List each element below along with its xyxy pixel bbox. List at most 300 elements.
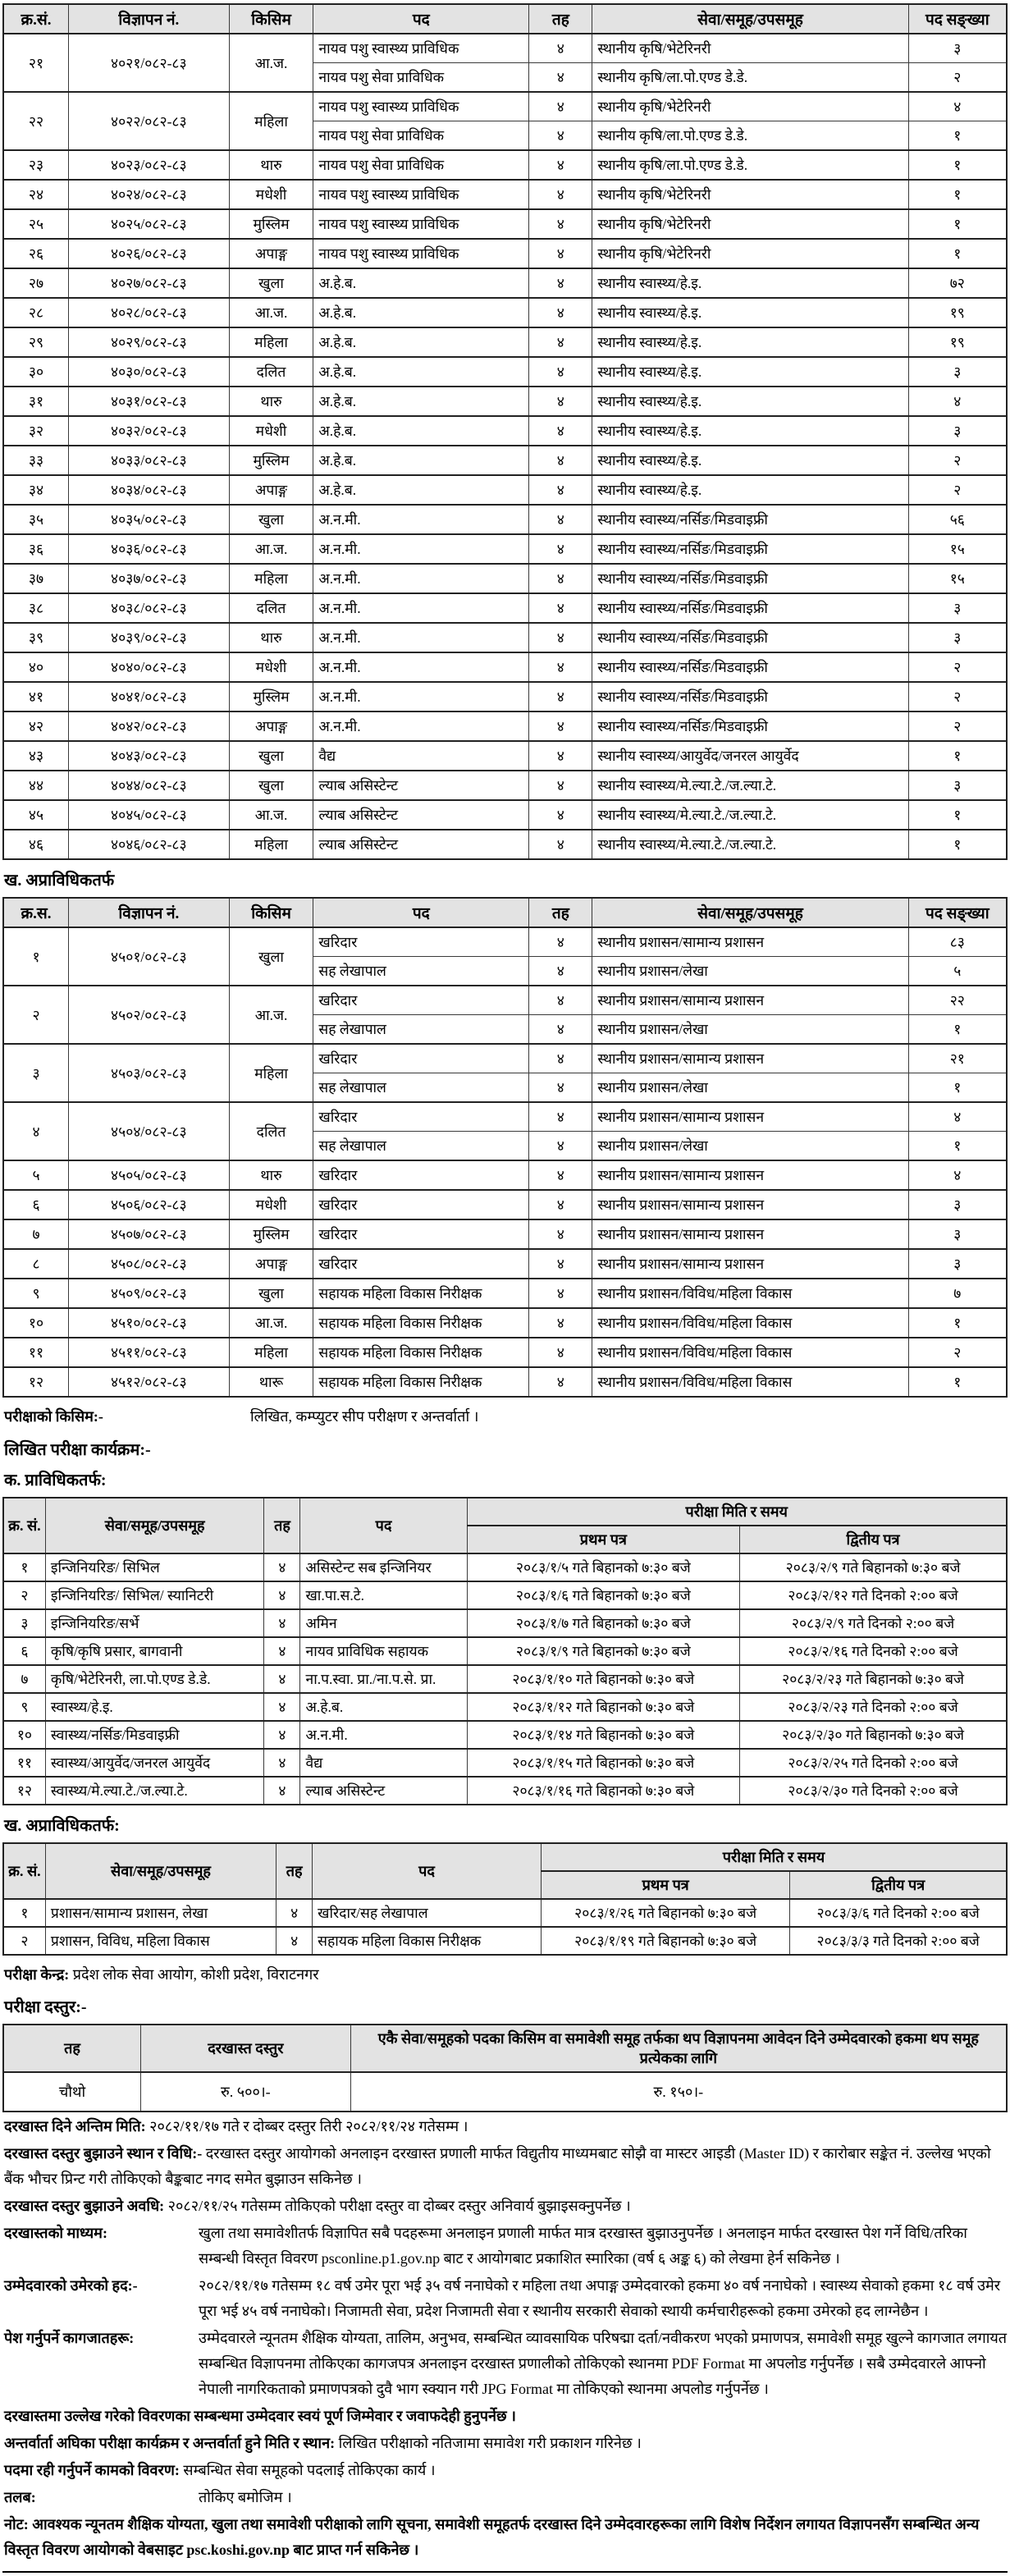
cell-service-group: स्थानीय प्रशासन/सामान्य प्रशासन — [592, 1102, 908, 1132]
table-row — [3, 1749, 1007, 1777]
cell-level: ४ — [264, 1721, 300, 1749]
cell-category: खुला — [229, 1279, 313, 1308]
exam-schedule-nontechnical — [2, 1842, 1008, 1956]
cell-first-paper: २०८३/१/१० गते बिहानको ७:३० बजे — [467, 1665, 740, 1693]
cell-level: ४ — [529, 1308, 592, 1338]
cell-advertisement-no: ४५१०/०८२-८३ — [68, 1308, 229, 1338]
col-header-category: किसिम — [229, 4, 313, 34]
cell-first-paper: २०८३/१/१२ गते बिहानको ७:३० बजे — [467, 1693, 740, 1721]
note-label: पेश गर्नुपर्ने कागजातहरू: — [4, 2330, 135, 2346]
cell-serial: १ — [3, 927, 68, 986]
cell-post: सहायक महिला विकास निरीक्षक — [313, 1279, 529, 1308]
cell-category: आ.ज. — [229, 534, 313, 564]
cell-post: अ.न.मी. — [313, 682, 529, 711]
cell-post: वैद्य — [300, 1749, 467, 1777]
cell-advertisement-no: ४०२३/०८२-८३ — [68, 150, 229, 180]
cell-category: आ.ज. — [229, 298, 313, 327]
cell-advertisement-no: ४५०२/०८२-८३ — [68, 986, 229, 1044]
cell-service-group: स्थानीय स्वास्थ्य/हे.इ. — [592, 357, 908, 387]
cell-service-group: स्थानीय प्रशासन/विविध/महिला विकास — [592, 1279, 908, 1308]
cell-service-group: कृषि/कृषि प्रसार, बागवानी — [45, 1637, 264, 1665]
table-row — [3, 1693, 1007, 1721]
cell-post-count: २२ — [908, 986, 1007, 1015]
cell-advertisement-no: ४०४४/०८२-८३ — [68, 771, 229, 800]
cell-level: ४ — [529, 1160, 592, 1190]
cell-post: खरिदार — [313, 1044, 529, 1073]
cell-service-group: इन्जिनियरिङ/ सिभिल/ स्यानिटरी — [45, 1581, 264, 1609]
cell-service-group: स्थानीय प्रशासन/सामान्य प्रशासन — [592, 1044, 908, 1073]
cell-serial: २१ — [3, 34, 68, 92]
cell-level: ४ — [529, 209, 592, 239]
cell-post-count: ५६ — [908, 505, 1007, 534]
cell-post: सहायक महिला विकास निरीक्षक — [313, 1927, 542, 1955]
fee-table — [2, 2024, 1008, 2112]
col-header-level: तह — [3, 2025, 141, 2072]
cell-post: खा.पा.स.टे. — [300, 1581, 467, 1609]
cell-post: अ.न.मी. — [313, 711, 529, 741]
cell-service-group: स्थानीय प्रशासन/सामान्य प्रशासन — [592, 1190, 908, 1219]
cell-service-group: स्वास्थ्य/हे.इ. — [45, 1693, 264, 1721]
cell-category: मधेशी — [229, 416, 313, 446]
cell-service-group: स्थानीय स्वास्थ्य/हे.इ. — [592, 446, 908, 475]
cell-category: आ.ज. — [229, 1308, 313, 1338]
col-header-exam-date-time: परीक्षा मिति र समय — [542, 1843, 1008, 1871]
cell-second-paper: २०८३/२/२५ गते दिनको २:०० बजे — [740, 1749, 1007, 1777]
note-salary — [4, 2485, 1008, 2510]
cell-advertisement-no: ४०३७/०८२-८३ — [68, 564, 229, 593]
cell-post-count: १ — [908, 239, 1007, 268]
cell-category: अपाङ्ग — [229, 475, 313, 505]
cell-advertisement-no: ४५०५/०८२-८३ — [68, 1160, 229, 1190]
cell-level: ४ — [529, 1044, 592, 1073]
cell-advertisement-no: ४०३२/०८२-८३ — [68, 416, 229, 446]
table-row — [3, 298, 1007, 327]
cell-post: असिस्टेन्ट सब इन्जिनियर — [300, 1553, 467, 1581]
cell-service-group: स्थानीय प्रशासन/सामान्य प्रशासन — [592, 986, 908, 1015]
cell-post-count: ८३ — [908, 927, 1007, 957]
cell-level: ४ — [529, 1132, 592, 1161]
cell-post-count: १५ — [908, 564, 1007, 593]
cell-serial: २६ — [3, 239, 68, 268]
cell-service-group: स्थानीय स्वास्थ्य/हे.इ. — [592, 327, 908, 357]
cell-level: ४ — [264, 1693, 300, 1721]
cell-level: ४ — [529, 239, 592, 268]
table-row — [3, 1609, 1007, 1637]
table-row — [3, 327, 1007, 357]
cell-service-group: स्वास्थ्य/नर्सिङ/मिडवाइफ्री — [45, 1721, 264, 1749]
cell-category: मुस्लिम — [229, 682, 313, 711]
note-text: लिखित परीक्षाको नतिजामा समावेश गरी प्रकाशन गरिनेछ । — [338, 2435, 642, 2451]
cell-service-group: स्थानीय स्वास्थ्य/हे.इ. — [592, 298, 908, 327]
cell-post-count: १ — [908, 121, 1007, 151]
cell-category: मधेशी — [229, 180, 313, 209]
cell-post: अ.हे.ब. — [313, 327, 529, 357]
cell-level: ४ — [529, 927, 592, 957]
col-header-exam-date-time: परीक्षा मिति र समय — [467, 1498, 1007, 1526]
col-header-level: तह — [276, 1843, 313, 1899]
table-row — [3, 623, 1007, 652]
table-row — [3, 1338, 1007, 1367]
note-fee-payment-method — [4, 2141, 1008, 2192]
cell-level: ४ — [264, 1777, 300, 1805]
cell-post: नायव पशु स्वास्थ्य प्राविधिक — [313, 180, 529, 209]
cell-category: आ.ज. — [229, 800, 313, 830]
cell-post-count: १५ — [908, 534, 1007, 564]
cell-level: ४ — [276, 1899, 313, 1927]
cell-serial: २ — [3, 1581, 45, 1609]
cell-post: अ.हे.ब. — [313, 475, 529, 505]
cell-post: अ.हे.ब. — [313, 416, 529, 446]
table-row — [3, 2072, 1007, 2112]
table-header-row — [3, 2025, 1007, 2072]
cell-post-count: २ — [908, 446, 1007, 475]
cell-post: खरिदार — [313, 1219, 529, 1249]
col-header-service-group: सेवा/समूह/उपसमूह — [45, 1843, 276, 1899]
cell-serial: ९ — [3, 1279, 68, 1308]
note-fee-payment-period — [4, 2194, 1008, 2219]
cell-level: ४ — [529, 34, 592, 63]
table-row — [3, 1637, 1007, 1665]
cell-post: खरिदार — [313, 1190, 529, 1219]
cell-category: दलित — [229, 593, 313, 623]
table-row — [3, 534, 1007, 564]
cell-level: ४ — [529, 446, 592, 475]
cell-serial: ४६ — [3, 830, 68, 859]
cell-post: अ.न.मी. — [313, 593, 529, 623]
cell-category: महिला — [229, 327, 313, 357]
cell-second-paper: २०८३/२/२३ गते बिहानको ७:३० बजे — [740, 1665, 1007, 1693]
cell-first-paper: २०८३/१/६ गते बिहानको ७:३० बजे — [467, 1581, 740, 1609]
cell-advertisement-no: ४५०६/०८२-८३ — [68, 1190, 229, 1219]
cell-service-group: स्थानीय प्रशासन/सामान्य प्रशासन — [592, 1249, 908, 1279]
cell-category: थारु — [229, 387, 313, 416]
cell-serial: ३ — [3, 1044, 68, 1102]
col-header-post: पद — [313, 1843, 542, 1899]
cell-first-paper: २०८३/१/१९ गते बिहानको ७:३० बजे — [542, 1927, 790, 1955]
note-label: दरखास्तमा उल्लेख गरेको विवरणका सम्बन्धमा उम्मेदवार स्वयं पूर्ण जिम्मेवार र जवाफदेही हुनुपर्नेछ । — [4, 2408, 516, 2424]
cell-advertisement-no: ४०४६/०८२-८३ — [68, 830, 229, 859]
cell-post: खरिदार — [313, 1160, 529, 1190]
note-candidate-responsibility — [4, 2404, 1008, 2429]
cell-service-group: स्थानीय कृषि/ला.पो.एण्ड डे.डे. — [592, 121, 908, 151]
cell-service-group: स्थानीय कृषि/भेटेरिनरी — [592, 209, 908, 239]
cell-advertisement-no: ४०२४/०८२-८३ — [68, 180, 229, 209]
cell-serial: १२ — [3, 1367, 68, 1397]
cell-advertisement-no: ४०४५/०८२-८३ — [68, 800, 229, 830]
fee-section-title: परीक्षा दस्तुर:- — [4, 1998, 87, 2016]
section-title-nontechnical: ख. अप्राविधिकतर्फ — [4, 872, 115, 890]
cell-post-count: १ — [908, 830, 1007, 859]
cell-serial: १२ — [3, 1777, 45, 1805]
cell-post: अ.न.मी. — [313, 505, 529, 534]
col-header-additional-fee: एकै सेवा/समूहको पदका किसिम वा समावेशी समूह तर्फका थप विज्ञापनमा आवेदन दिने उम्मेदवारको हकमा थप समूह प्रत्येकका लागि — [350, 2025, 1007, 2072]
cell-serial: २९ — [3, 327, 68, 357]
cell-level: ४ — [529, 1073, 592, 1103]
table-row — [3, 830, 1007, 859]
cell-level: ४ — [529, 564, 592, 593]
table-row — [3, 986, 1007, 1015]
cell-advertisement-no: ४०३६/०८२-८३ — [68, 534, 229, 564]
cell-category: अपाङ्ग — [229, 711, 313, 741]
cell-post-count: ७ — [908, 1279, 1007, 1308]
cell-post: नायव पशु स्वास्थ्य प्राविधिक — [313, 34, 529, 63]
cell-advertisement-no: ४५०१/०८२-८३ — [68, 927, 229, 986]
cell-level: ४ — [529, 741, 592, 771]
cell-serial: ५ — [3, 1160, 68, 1190]
note-label: नोट: — [4, 2516, 29, 2533]
cell-level: ४ — [529, 416, 592, 446]
cell-level: ४ — [529, 1190, 592, 1219]
cell-post-count: २१ — [908, 1044, 1007, 1073]
cell-serial: ३३ — [3, 446, 68, 475]
table-row — [3, 1219, 1007, 1249]
col-header-second-paper: द्वितीय पत्र — [740, 1526, 1007, 1553]
cell-advertisement-no: ४०३४/०८२-८३ — [68, 475, 229, 505]
cell-post: सह लेखापाल — [313, 957, 529, 986]
cell-service-group: स्थानीय स्वास्थ्य/मे.ल्या.टे./ज.ल्या.टे. — [592, 771, 908, 800]
col-header-post-count: पद सङ्ख्या — [908, 898, 1007, 927]
cell-serial: २४ — [3, 180, 68, 209]
cell-service-group: स्थानीय स्वास्थ्य/मे.ल्या.टे./ज.ल्या.टे. — [592, 830, 908, 859]
cell-category: मुस्लिम — [229, 1219, 313, 1249]
cell-post-count: २ — [908, 682, 1007, 711]
cell-post-count: ३ — [908, 593, 1007, 623]
cell-serial: ६ — [3, 1637, 45, 1665]
note-text: २०८२/११/१७ गतेसम्म १८ वर्ष उमेर पूरा भई ३५ वर्ष ननाघेको र महिला तथा अपाङ्ग उम्मेदवारको हकमा ४० वर्ष ननाघेको । स्वास्थ्य सेवाको हकमा १८ वर्ष उमेर पूरा भई ४५ वर्ष ननाघेको। निजामती सेवा, प्रदेश निजामती सेवा र स्थानीय सरकारी सेवाको स्थायी कर्मचारीहरूको हकमा उमेरको हद लाग्नेछैन । — [199, 2277, 1001, 2319]
cell-advertisement-no: ४५०३/०८२-८३ — [68, 1044, 229, 1102]
cell-level: ४ — [264, 1581, 300, 1609]
cell-serial: १ — [3, 1553, 45, 1581]
table-row — [3, 927, 1007, 957]
cell-service-group: स्वास्थ्य/आयुर्वेद/जनरल आयुर्वेद — [45, 1749, 264, 1777]
cell-service-group: स्थानीय स्वास्थ्य/नर्सिङ/मिडवाइफ्री — [592, 593, 908, 623]
nontechnical-schedule-title: ख. अप्राविधिकतर्फ: — [4, 1817, 120, 1835]
cell-first-paper: २०८३/१/२६ गते बिहानको ७:३० बजे — [542, 1899, 790, 1927]
cell-post-count: ३ — [908, 357, 1007, 387]
cell-category: खुला — [229, 771, 313, 800]
col-header-post: पद — [313, 4, 529, 34]
table-row — [3, 1308, 1007, 1338]
cell-second-paper: २०८३/२/१२ गते दिनको २:०० बजे — [740, 1581, 1007, 1609]
cell-second-paper: २०८३/२/३० गते दिनको २:०० बजे — [740, 1777, 1007, 1805]
table-row — [3, 1553, 1007, 1581]
col-header-service-group: सेवा/समूह/उपसमूह — [592, 4, 908, 34]
table-row — [3, 1777, 1007, 1805]
note-text: आवश्यक न्यूनतम शैक्षिक योग्यता, खुला तथा समावेशी परीक्षाको लागि सूचना, समावेशी समूहतर्फ दरखास्त दिने उम्मेदवारहरूका लागि विशेष निर्देशन लगायत विज्ञापनसँग सम्बन्धित अन्य विस्तृत विवरण आयोगको वेबसाइट psc.koshi.gov.np बाट प्राप्त गर्न सकिनेछ । — [4, 2516, 980, 2558]
cell-advertisement-no: ४०२६/०८२-८३ — [68, 239, 229, 268]
cell-advertisement-no: ४०४१/०८२-८३ — [68, 682, 229, 711]
cell-category: मधेशी — [229, 1190, 313, 1219]
cell-post: नायव पशु सेवा प्राविधिक — [313, 63, 529, 93]
cell-service-group: स्थानीय प्रशासन/लेखा — [592, 1132, 908, 1161]
cell-post: ना.प.स्वा. प्रा./ना.प.से. प्रा. — [300, 1665, 467, 1693]
table-row — [3, 593, 1007, 623]
cell-second-paper: २०८३/२/१६ गते दिनको २:०० बजे — [740, 1637, 1007, 1665]
cell-category: थारु — [229, 1160, 313, 1190]
cell-service-group: स्थानीय प्रशासन/विविध/महिला विकास — [592, 1367, 908, 1397]
col-header-advertisement-no: विज्ञापन नं. — [68, 4, 229, 34]
vacancy-table-technical — [2, 3, 1008, 860]
cell-post: अ.हे.ब. — [300, 1693, 467, 1721]
cell-serial: ११ — [3, 1749, 45, 1777]
cell-post-count: ४ — [908, 92, 1007, 121]
cell-level: ४ — [529, 63, 592, 93]
cell-advertisement-no: ४०२५/०८२-८३ — [68, 209, 229, 239]
cell-post: ल्याब असिस्टेन्ट — [300, 1777, 467, 1805]
cell-level: ४ — [529, 327, 592, 357]
cell-post: सहायक महिला विकास निरीक्षक — [313, 1308, 529, 1338]
col-header-first-paper: प्रथम पत्र — [467, 1526, 740, 1553]
cell-serial: २८ — [3, 298, 68, 327]
cell-level: ४ — [529, 1367, 592, 1397]
cell-category: खुला — [229, 268, 313, 298]
table-row — [3, 564, 1007, 593]
note-label: तलब: — [4, 2489, 36, 2505]
cell-post-count: २ — [908, 475, 1007, 505]
cell-post-count: ३ — [908, 1249, 1007, 1279]
table-row — [3, 239, 1007, 268]
cell-post-count: १ — [908, 1073, 1007, 1103]
cell-category: महिला — [229, 830, 313, 859]
cell-advertisement-no: ४०२७/०८२-८३ — [68, 268, 229, 298]
cell-category: खुला — [229, 505, 313, 534]
cell-post: सहायक महिला विकास निरीक्षक — [313, 1338, 529, 1367]
table-row — [3, 1367, 1007, 1397]
table-row — [3, 741, 1007, 771]
exam-type-value: लिखित, कम्प्युटर सीप परीक्षण र अन्तर्वार्ता । — [250, 1408, 479, 1425]
note-text: २०८२/११/२५ गतेसम्म तोकिएको परीक्षा दस्तुर वा दोब्बर दस्तुर अनिवार्य बुझाइसक्नुपर्नेछ । — [167, 2198, 631, 2214]
table-row — [3, 652, 1007, 682]
cell-post: अमिन — [300, 1609, 467, 1637]
cell-post-count: १ — [908, 1367, 1007, 1397]
cell-category: महिला — [229, 564, 313, 593]
cell-category: आ.ज. — [229, 34, 313, 92]
cell-service-group: स्थानीय स्वास्थ्य/आयुर्वेद/जनरल आयुर्वेद — [592, 741, 908, 771]
cell-category: महिला — [229, 92, 313, 150]
cell-service-group: स्थानीय कृषि/ला.पो.एण्ड डे.डे. — [592, 150, 908, 180]
table-row — [3, 180, 1007, 209]
cell-level: ४ — [276, 1927, 313, 1955]
cell-serial: ४१ — [3, 682, 68, 711]
note-footnote — [4, 2512, 1008, 2563]
note-label: दरखास्तको माध्यम: — [4, 2225, 107, 2241]
cell-serial: १० — [3, 1721, 45, 1749]
table-row — [3, 1044, 1007, 1073]
cell-post-count: ३ — [908, 34, 1007, 63]
cell-post-count: १ — [908, 150, 1007, 180]
cell-service-group: स्थानीय स्वास्थ्य/हे.इ. — [592, 268, 908, 298]
cell-post-count: १९ — [908, 298, 1007, 327]
cell-first-paper: २०८३/१/१६ गते बिहानको ७:३० बजे — [467, 1777, 740, 1805]
table-row — [3, 268, 1007, 298]
cell-category: मुस्लिम — [229, 209, 313, 239]
cell-post-count: १ — [908, 1132, 1007, 1161]
cell-serial: २५ — [3, 209, 68, 239]
note-application-deadline — [4, 2114, 1008, 2139]
cell-level: ४ — [529, 800, 592, 830]
cell-level: ४ — [529, 357, 592, 387]
col-header-first-paper: प्रथम पत्र — [542, 1871, 790, 1899]
cell-post-count: २ — [908, 652, 1007, 682]
cell-serial: २ — [3, 1927, 45, 1955]
cell-level: ४ — [529, 830, 592, 859]
note-label: पदमा रही गर्नुपर्ने कामको विवरण: — [4, 2462, 180, 2478]
cell-post-count: ५ — [908, 957, 1007, 986]
cell-service-group: स्थानीय कृषि/भेटेरिनरी — [592, 34, 908, 63]
exam-center-value: प्रदेश लोक सेवा आयोग, कोशी प्रदेश, विराटनगर — [72, 1966, 319, 1983]
cell-level: ४ — [529, 475, 592, 505]
cell-advertisement-no: ४०४२/०८२-८३ — [68, 711, 229, 741]
cell-post: खरिदार — [313, 1102, 529, 1132]
vacancy-table-nontechnical-body — [3, 927, 1007, 1397]
cell-post: सह लेखापाल — [313, 1073, 529, 1103]
cell-post-count: २ — [908, 711, 1007, 741]
cell-serial: ३६ — [3, 534, 68, 564]
cell-category: दलित — [229, 1102, 313, 1160]
bottom-divider — [2, 2571, 1008, 2576]
vacancy-notice-document — [2, 3, 1008, 2576]
cell-post-count: ४ — [908, 1160, 1007, 1190]
cell-category: महिला — [229, 1338, 313, 1367]
cell-second-paper: २०८३/२/३० गते बिहानको ७:३० बजे — [740, 1721, 1007, 1749]
cell-level: ४ — [529, 1338, 592, 1367]
table-row — [3, 209, 1007, 239]
cell-post-count: १ — [908, 1015, 1007, 1045]
note-label: दरखास्त दस्तुर बुझाउने अवधि: — [4, 2198, 165, 2214]
note-age-limit — [4, 2273, 1008, 2324]
note-interview-schedule — [4, 2431, 1008, 2456]
cell-level: ४ — [264, 1749, 300, 1777]
cell-service-group: स्थानीय कृषि/भेटेरिनरी — [592, 239, 908, 268]
vacancy-table-nontechnical — [2, 897, 1008, 1398]
cell-serial: ३० — [3, 357, 68, 387]
col-header-post-count: पद सङ्ख्या — [908, 4, 1007, 34]
cell-post-count: १ — [908, 180, 1007, 209]
cell-advertisement-no: ४५०४/०८२-८३ — [68, 1102, 229, 1160]
cell-post: खरिदार/सह लेखापाल — [313, 1899, 542, 1927]
cell-post: नायव पशु स्वास्थ्य प्राविधिक — [313, 209, 529, 239]
table-row — [3, 1899, 1007, 1927]
cell-second-paper: २०८३/३/३ गते दिनको २:०० बजे — [790, 1927, 1007, 1955]
cell-first-paper: २०८३/१/७ गते बिहानको ७:३० बजे — [467, 1609, 740, 1637]
cell-level: चौथो — [3, 2072, 141, 2112]
cell-service-group: स्थानीय स्वास्थ्य/नर्सिङ/मिडवाइफ्री — [592, 623, 908, 652]
table-row — [3, 150, 1007, 180]
cell-advertisement-no: ४०४३/०८२-८३ — [68, 741, 229, 771]
cell-level: ४ — [529, 268, 592, 298]
cell-post: ल्याब असिस्टेन्ट — [313, 771, 529, 800]
cell-advertisement-no: ४५०७/०८२-८३ — [68, 1219, 229, 1249]
cell-level: ४ — [529, 505, 592, 534]
cell-service-group: इन्जिनियरिङ/सर्भे — [45, 1609, 264, 1637]
cell-advertisement-no: ४०३५/०८२-८३ — [68, 505, 229, 534]
cell-service-group: स्थानीय स्वास्थ्य/नर्सिङ/मिडवाइफ्री — [592, 652, 908, 682]
note-application-medium — [4, 2221, 1008, 2272]
cell-serial: ३ — [3, 1609, 45, 1637]
table-row — [3, 1249, 1007, 1279]
cell-post-count: १ — [908, 800, 1007, 830]
cell-post-count: ३ — [908, 623, 1007, 652]
col-header-application-fee: दरखास्त दस्तुर — [141, 2025, 351, 2072]
cell-post: नायव पशु स्वास्थ्य प्राविधिक — [313, 239, 529, 268]
cell-service-group: स्थानीय स्वास्थ्य/नर्सिङ/मिडवाइफ्री — [592, 564, 908, 593]
table-row — [3, 1190, 1007, 1219]
cell-service-group: स्थानीय स्वास्थ्य/नर्सिङ/मिडवाइफ्री — [592, 505, 908, 534]
cell-service-group: कृषि/भेटेरिनरी, ला.पो.एण्ड डे.डे. — [45, 1665, 264, 1693]
cell-level: ४ — [529, 1015, 592, 1045]
table-row — [3, 475, 1007, 505]
cell-serial: ३५ — [3, 505, 68, 534]
